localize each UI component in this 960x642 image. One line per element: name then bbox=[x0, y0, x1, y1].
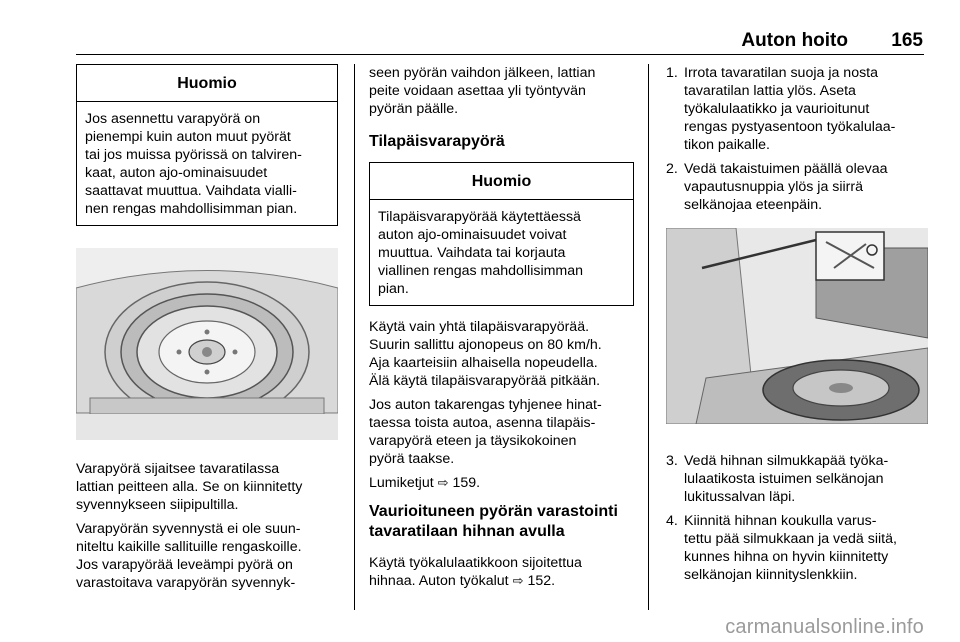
text-line: selkänojaa eteenpäin. bbox=[684, 197, 823, 213]
text-line: vapautusnuppia ylös ja siirrä bbox=[684, 179, 864, 195]
notice-line: pienempi kuin auton muut pyörät bbox=[85, 129, 291, 145]
notice-line: Tilapäisvarapyörää käytettäessä bbox=[378, 209, 581, 225]
step-item bbox=[666, 512, 928, 584]
step-item bbox=[666, 160, 928, 214]
notice-line: auton ajo-ominaisuudet voivat bbox=[378, 227, 567, 243]
step-number: 2. bbox=[666, 161, 678, 177]
notice-title: Huomio bbox=[370, 163, 633, 200]
text-line: taessa toista autoa, asenna tilapäis- bbox=[369, 415, 596, 431]
reference-page: 159. bbox=[452, 475, 481, 491]
header-rule bbox=[76, 54, 924, 55]
text-line: Jos varapyörää leveämpi pyörä on bbox=[76, 557, 293, 573]
text-line: seen pyörän vaihdon jälkeen, lattian bbox=[369, 65, 596, 81]
notice-line: kaat, auton ajo-ominaisuudet bbox=[85, 165, 268, 181]
text-line: kunnes hihna on hyvin kiinnitetty bbox=[684, 549, 889, 565]
column-divider-2 bbox=[648, 64, 649, 610]
paragraph-wheel-well bbox=[76, 520, 338, 592]
page-header-title: Auton hoito bbox=[741, 30, 848, 51]
notice-line: muuttua. Vaihdata tai korjauta bbox=[378, 245, 566, 261]
text-line: tavaratilan lattia ylös. Aseta bbox=[684, 83, 856, 99]
notice-line: nen rengas mahdollisimman pian. bbox=[85, 201, 298, 217]
text-line: rengas pystyasentoon työkalulaa- bbox=[684, 119, 896, 135]
notice-line: saattavat muuttua. Vaihdata vialli- bbox=[85, 183, 297, 199]
text-line: Käytä vain yhtä tilapäisvarapyörää. bbox=[369, 319, 590, 335]
text-line: niteltu kaikille sallituille rengaskoille. bbox=[76, 539, 302, 555]
text-line: varastoitava varapyörän syvennyk- bbox=[76, 575, 296, 591]
column-3 bbox=[666, 64, 928, 590]
steps-list-b bbox=[666, 452, 928, 584]
text-line: Vedä hihnan silmukkapää työka- bbox=[684, 453, 889, 469]
text-line: varapyörä eteen ja täysikokoinen bbox=[369, 433, 577, 449]
reference-label: Lumiketjut bbox=[369, 475, 434, 491]
section-heading-damaged-wheel-storage bbox=[369, 502, 634, 542]
reference-label: hihnaa. Auton työkalut bbox=[369, 573, 509, 589]
step-item bbox=[666, 64, 928, 154]
text-line: Älä käytä tilapäisvarapyörää pitkään. bbox=[369, 373, 601, 389]
text-line: Vedä takaistuimen päällä olevaa bbox=[684, 161, 888, 177]
text-line: Suurin sallittu ajonopeus on 80 km/h. bbox=[369, 337, 602, 353]
step-item bbox=[666, 452, 928, 506]
text-line: lulaatikosta istuimen selkänojan bbox=[684, 471, 884, 487]
text-line: peite voidaan asettaa yli työntyvän bbox=[369, 83, 586, 99]
paragraph-usage bbox=[369, 318, 634, 390]
notice-body bbox=[77, 102, 337, 225]
reference-page: 152. bbox=[527, 573, 556, 589]
steps-list-a bbox=[666, 64, 928, 214]
column-divider-1 bbox=[354, 64, 355, 610]
text-line: syvennykseen siipipultilla. bbox=[76, 497, 239, 513]
text-line: Aja kaarteisiin alhaisella nopeudella. bbox=[369, 355, 598, 371]
notice-box-temporary-spare bbox=[369, 162, 634, 306]
text-line: pyörä taakse. bbox=[369, 451, 455, 467]
column-2 bbox=[369, 64, 634, 596]
cross-reference-tools[interactable] bbox=[369, 572, 634, 590]
trunk-strap-illustration bbox=[666, 228, 928, 424]
text-line: Jos auton takarengas tyhjenee hinat- bbox=[369, 397, 602, 413]
text-line: tikon paikalle. bbox=[684, 137, 770, 153]
text-line: Kiinnitä hihnan koukulla varus- bbox=[684, 513, 877, 529]
page-reference-arrow-icon: ⇨ bbox=[437, 475, 449, 490]
paragraph-spare-location bbox=[76, 460, 338, 514]
step-number: 3. bbox=[666, 453, 678, 469]
notice-line: tai jos muissa pyörissä on talviren- bbox=[85, 147, 302, 163]
section-heading-temporary-spare: Tilapäisvarapyörä bbox=[369, 133, 505, 150]
notice-box-spare-wheel bbox=[76, 64, 338, 226]
notice-line: viallinen rengas mahdollisimman bbox=[378, 263, 584, 279]
notice-line: pian. bbox=[378, 281, 409, 297]
text-line: selkänojan kiinnityslenkkiin. bbox=[684, 567, 858, 583]
text-line: pyörän päälle. bbox=[369, 101, 459, 117]
column-1 bbox=[76, 64, 338, 598]
page-reference-arrow-icon: ⇨ bbox=[512, 573, 524, 588]
text-line: Käytä työkalulaatikkoon sijoitettua bbox=[369, 555, 582, 571]
spare-wheel-well-illustration bbox=[76, 248, 338, 440]
text-line: lukitussalvan läpi. bbox=[684, 489, 796, 505]
page-number: 165 bbox=[891, 30, 923, 51]
notice-title: Huomio bbox=[77, 65, 337, 102]
notice-line: Jos asennettu varapyörä on bbox=[85, 111, 261, 127]
cross-reference-snow-chains[interactable] bbox=[369, 474, 634, 492]
text-line: työkalulaatikko ja vaurioitunut bbox=[684, 101, 870, 117]
paragraph-continuation bbox=[369, 64, 634, 118]
step-number: 4. bbox=[666, 513, 678, 529]
step-number: 1. bbox=[666, 65, 678, 81]
text-line: Irrota tavaratilan suoja ja nosta bbox=[684, 65, 879, 81]
heading-line: tavaratilaan hihnan avulla bbox=[369, 523, 565, 540]
text-line: Varapyörä sijaitsee tavaratilassa bbox=[76, 461, 280, 477]
watermark-text: carmanualsonline.info bbox=[725, 616, 924, 638]
text-line: tettu pää silmukkaan ja vedä siitä, bbox=[684, 531, 897, 547]
text-line: Varapyörän syvennystä ei ole suun- bbox=[76, 521, 301, 537]
notice-body bbox=[370, 200, 633, 305]
paragraph-towing bbox=[369, 396, 634, 468]
text-line: lattian peitteen alla. Se on kiinnitetty bbox=[76, 479, 303, 495]
paragraph-strap bbox=[369, 554, 634, 590]
heading-line: Vaurioituneen pyörän varastointi bbox=[369, 503, 618, 520]
